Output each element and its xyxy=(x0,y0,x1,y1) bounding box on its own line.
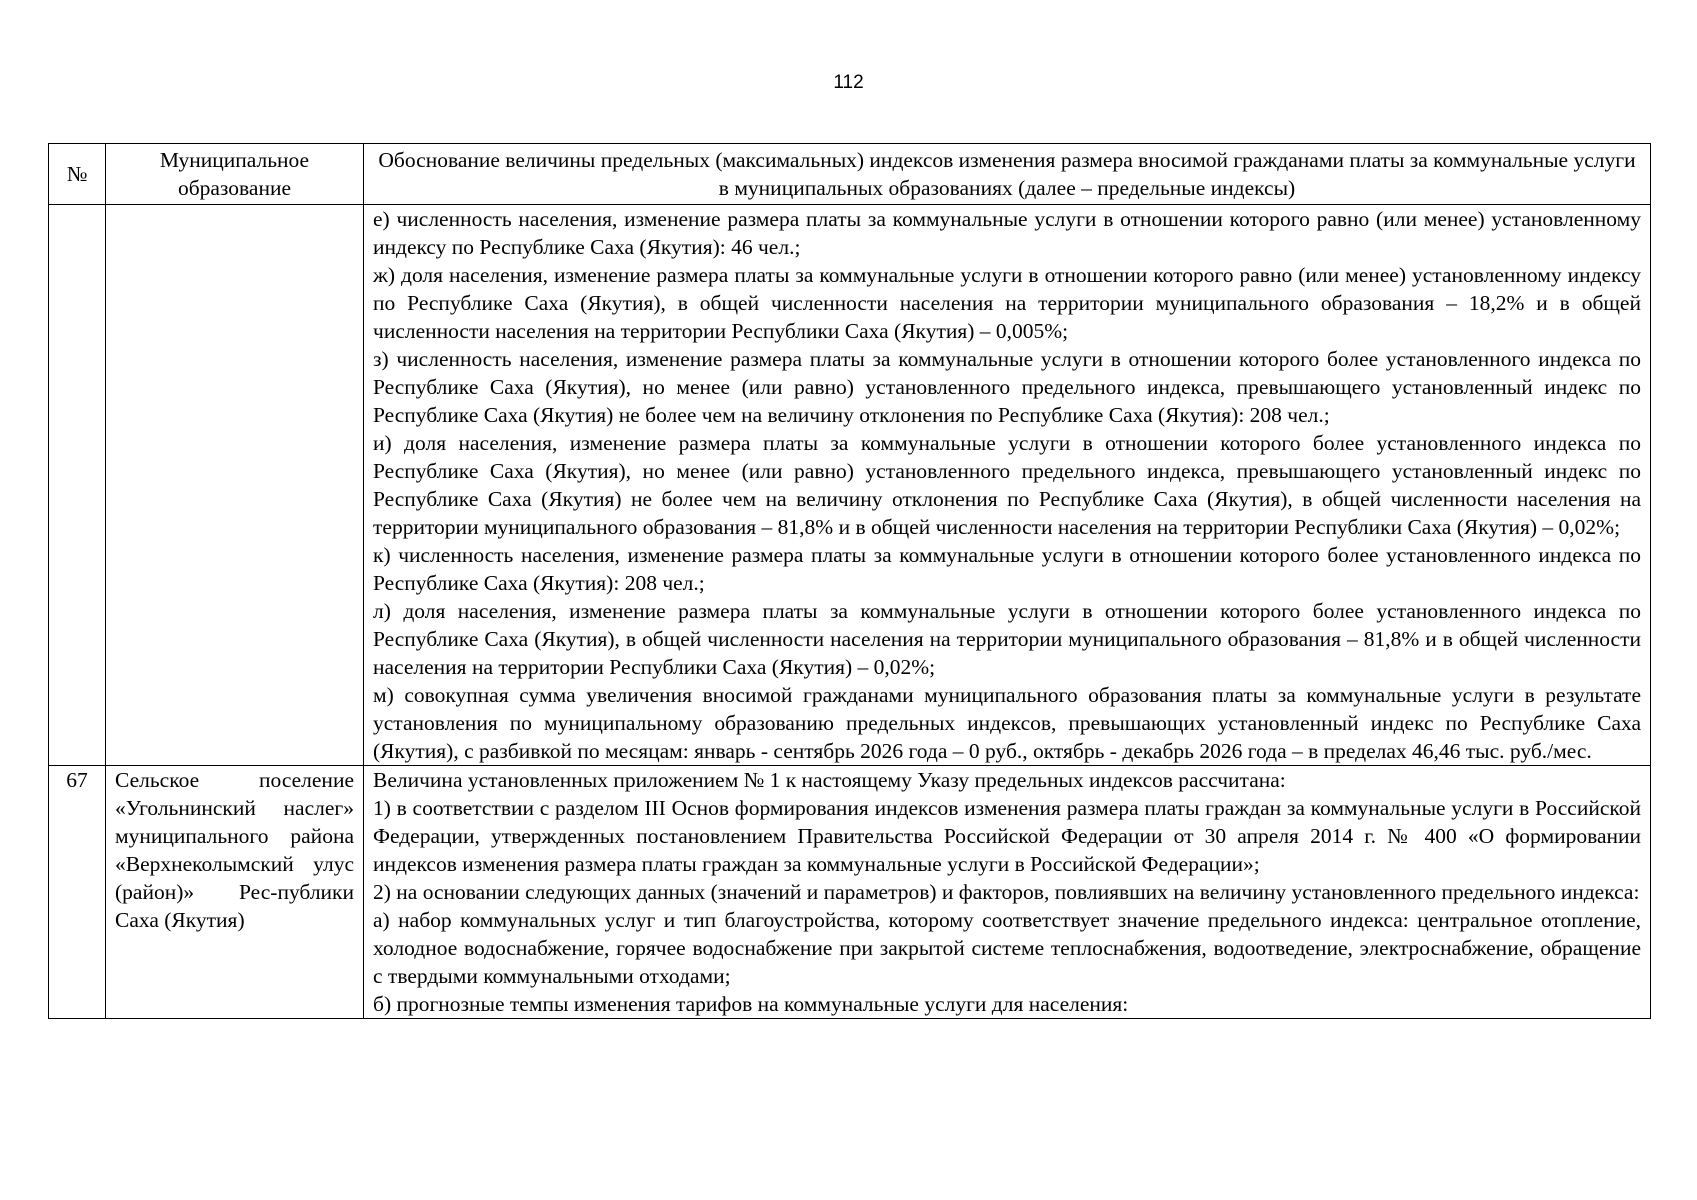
table-header-row xyxy=(49,144,1651,205)
table-row xyxy=(49,766,1651,1019)
header-justification: Обоснование величины предельных (максимальных) индексов изменения размера вносимой гражданами платы за коммунальные услуги в муниципальных образованиях (далее – предельные индексы) xyxy=(364,144,1651,205)
paragraph-intro: Величина установленных приложением № 1 к настоящему Указу предельных индексов рассчитана: xyxy=(373,768,1286,792)
row-municipality xyxy=(106,205,364,766)
paragraph-a: а) набор коммунальных услуг и тип благоустройства, которому соответствует значение предельного индекса: центральное отопление, холодное водоснабжение, горячее водоснабжение при закрытой системе теплоснабжения, водоотведение, электроснабжение, обращение с твердыми коммунальными отходами; xyxy=(373,908,1641,988)
paragraph-z: з) численность населения, изменение размера платы за коммунальные услуги в отношении которого более установленного индекса по Республике Саха (Якутия), но менее (или равно) установленного предельного индекса, превышающего установленный индекс по Республике Саха (Якутия) не более чем на величину отклонения по Республике Саха (Якутия): 208 чел.; xyxy=(373,347,1641,427)
justification-table xyxy=(48,143,1651,1019)
row-municipality: Сельское поселение «Угольнинский наслег» муниципального района «Верхнеколымский улус (район)» Рес-публики Саха (Якутия) xyxy=(106,766,364,1019)
paragraph-zh: ж) доля населения, изменение размера платы за коммунальные услуги в отношении которого равно (или менее) установленному индексу по Республике Саха (Якутия), в общей численности населения на территории муниципального образования – 18,2% и в общей численности населения на территории Республики Саха (Якутия) – 0,005%; xyxy=(373,263,1641,343)
paragraph-k: к) численность населения, изменение размера платы за коммунальные услуги в отношении которого более установленного индекса по Республике Саха (Якутия): 208 чел.; xyxy=(373,543,1641,595)
row-justification xyxy=(364,766,1651,1019)
paragraph-i: и) доля населения, изменение размера платы за коммунальные услуги в отношении которого более установленного индекса по Республике Саха (Якутия), но менее (или равно) установленного предельного индекса, превышающего установленный индекс по Республике Саха (Якутия) не более чем на величину отклонения по Республике Саха (Якутия), в общей численности населения на территории муниципального образования – 81,8% и в общей численности населения на территории Республики Саха (Якутия) – 0,02%; xyxy=(373,431,1641,539)
paragraph-1: 1) в соответствии с разделом III Основ формирования индексов изменения размера платы граждан за коммунальные услуги в Российской Федерации, утвержденных постановлением Правительства Российской Федерации от 30 апреля 2014 г. № 400 «О формировании индексов изменения размера платы граждан за коммунальные услуги в Российской Федерации»; xyxy=(373,796,1641,876)
row-number xyxy=(49,205,106,766)
paragraph-b: б) прогнозные темпы изменения тарифов на коммунальные услуги для населения: xyxy=(373,992,1129,1016)
page-number: 112 xyxy=(833,72,864,93)
row-justification xyxy=(364,205,1651,766)
paragraph-2: 2) на основании следующих данных (значений и параметров) и факторов, повлиявших на величину установленного предельного индекса: xyxy=(373,880,1640,904)
table-row xyxy=(49,205,1651,766)
row-number: 67 xyxy=(49,766,106,1019)
paragraph-e: е) численность населения, изменение размера платы за коммунальные услуги в отношении которого равно (или менее) установленному индексу по Республике Саха (Якутия): 46 чел.; xyxy=(373,207,1641,259)
header-number: № xyxy=(49,144,106,205)
header-municipality: Муниципальное образование xyxy=(106,144,364,205)
paragraph-l: л) доля населения, изменение размера платы за коммунальные услуги в отношении которого более установленного индекса по Республике Саха (Якутия), в общей численности населения на территории муниципального образования – 81,8% и в общей численности населения на территории Республики Саха (Якутия) – 0,02%; xyxy=(373,599,1641,679)
paragraph-m: м) совокупная сумма увеличения вносимой гражданами муниципального образования платы за коммунальные услуги в результате установления по муниципальному образованию предельных индексов, превышающих установленный индекс по Республике Саха (Якутия), с разбивкой по месяцам: январь - сентябрь 2026 года – 0 руб., октябрь - декабрь 2026 года – в пределах 46,46 тыс. руб./мес. xyxy=(373,683,1641,763)
